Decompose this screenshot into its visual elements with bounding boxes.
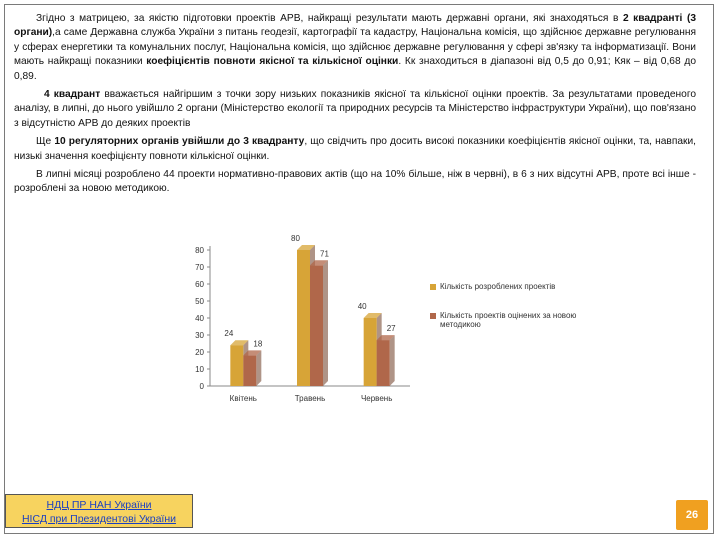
p1-bold-d: коефіцієнтів повноти якісної та кількісної оцінки: [146, 56, 399, 68]
p2-text-b: вважається найгіршим з точки зору низьких показників якісної та кількісної оцінки проектів. За результатами проведеного аналізу, в липні, до нього увійшло 2 органи (Міністерство екології та природних ресурсів та Міністерство інфраструктури України), що пов'язано з відсутністю АРВ до деяких проектів: [14, 89, 696, 129]
p1-text-a: Згідно з матрицею, за якістю підготовки проектів АРВ, найкращі результати мають державні органи, які знаходяться в: [36, 13, 623, 24]
y-tick-label: 40: [195, 314, 204, 323]
p4-text-a: В липні місяці розроблено 44 проекти нормативно-правових актів (що на 10% більше, ніж в червні), в 6 з них відсутні АРВ, проте всі інше - розроблені за новою методикою.: [14, 169, 696, 195]
footer-link-ndc[interactable]: НДЦ ПР НАН України: [46, 499, 152, 511]
x-tick-label: Червень: [360, 394, 393, 403]
bar: [297, 250, 310, 386]
y-tick-label: 20: [195, 348, 204, 357]
legend-item: [430, 282, 580, 291]
p3-text-a: Ще: [36, 136, 55, 148]
bar: [377, 340, 390, 386]
bar-side: [256, 350, 261, 386]
legend-swatch: [430, 284, 436, 290]
p3-text-c: , що свідчить про досить високі показники коефіцієнтів якісної оцінки, та, навпаки, низькі значення коефіцієнту повноти кількісної оцінки.: [14, 136, 696, 162]
data-label: 80: [291, 234, 300, 243]
data-label: 18: [253, 339, 263, 349]
y-tick-label: 80: [195, 246, 204, 255]
body-text: [14, 12, 696, 201]
y-tick-label: 30: [195, 331, 204, 340]
paragraph-1: [14, 12, 696, 84]
p3-bold-b: 10 регуляторних органів увійшли до 3 квадранту: [54, 136, 305, 148]
bar-chart: [180, 230, 420, 410]
y-tick-label: 50: [195, 297, 204, 306]
legend-label: Кількість проектів оцінених за новою методикою: [440, 311, 577, 329]
page-number: 26: [676, 500, 708, 530]
bar: [310, 265, 323, 386]
data-label: 40: [357, 302, 367, 311]
x-tick-label: Квітень: [229, 394, 257, 403]
y-tick-label: 0: [199, 382, 204, 391]
data-label: 24: [224, 329, 234, 339]
data-label: 71: [320, 249, 329, 259]
footer-link-nisd[interactable]: НІСД при Президентові України: [21, 513, 177, 525]
footer-institutions: [5, 494, 193, 528]
p1-text-c: ,а саме Державна служба України з питань геодезії, картографії та кадастру, Національна комісія, що здійснює державне регулювання у сферах енергетики та комунальних послуг, Національна комісія, що здійснює державне регулювання у сфері зв'язку та інформатизації. Вони мають найкращі показники: [14, 27, 696, 68]
legend-item: [430, 311, 580, 329]
paragraph-2: [14, 88, 696, 131]
x-tick-label: Травень: [294, 394, 326, 403]
y-tick-label: 10: [195, 365, 204, 374]
p1-text-e: . Кк знаходиться в діапазоні від 0,5 до 0,91; Кяк – від 0,68 до 0,89.: [14, 56, 696, 82]
p1-bold-b: 2 квадранті (3 органи): [14, 13, 696, 39]
paragraph-4: [14, 168, 696, 197]
p2-bold-a: 4 квадрант: [44, 89, 101, 101]
bar: [364, 318, 377, 386]
bar: [243, 355, 256, 386]
paragraph-3: [14, 135, 696, 164]
legend-swatch: [430, 313, 436, 319]
legend-label: Кількість розроблених проектів: [440, 282, 556, 291]
bar-side: [323, 260, 328, 386]
bar-side: [390, 335, 395, 386]
y-tick-label: 60: [195, 280, 204, 289]
y-tick-label: 70: [195, 263, 204, 272]
chart-legend: [430, 282, 580, 349]
data-label: 27: [386, 324, 396, 334]
bar: [230, 345, 243, 386]
